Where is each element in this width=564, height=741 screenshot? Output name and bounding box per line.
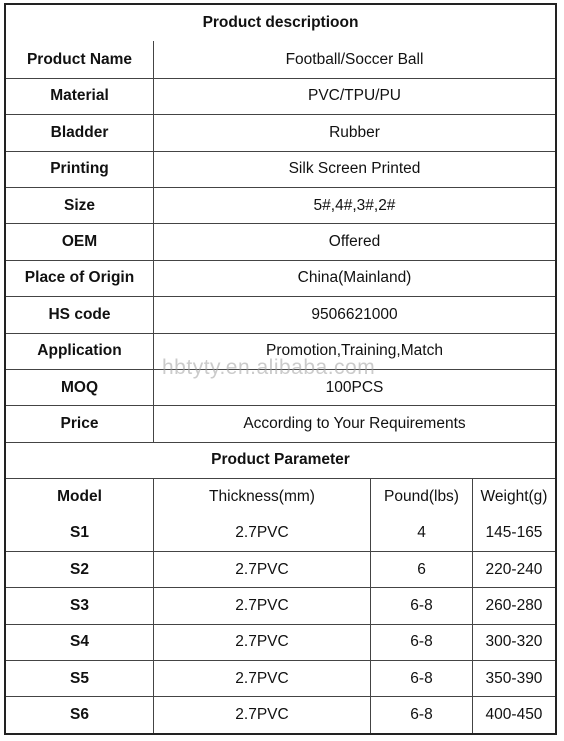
description-row [6, 41, 555, 77]
parameter-row [6, 624, 555, 660]
description-row [6, 260, 555, 296]
parameter-thickness-cell: 2.7PVC [153, 514, 370, 550]
parameter-row [6, 660, 555, 696]
parameter-weight-cell: 400-450 [472, 697, 555, 732]
parameter-model-cell: S3 [70, 596, 89, 614]
description-value: 100PCS [153, 370, 555, 405]
parameter-row [6, 587, 555, 623]
description-label: HS code [48, 305, 111, 323]
product-spec-table [4, 3, 557, 735]
parameter-thickness-cell: 2.7PVC [153, 661, 370, 696]
description-label: Place of Origin [24, 269, 135, 287]
description-value: Rubber [153, 115, 555, 150]
parameter-model-cell: S2 [70, 560, 89, 578]
parameter-thickness-cell: 2.7PVC [153, 625, 370, 660]
description-title-row [6, 5, 555, 41]
description-value: Silk Screen Printed [153, 152, 555, 187]
description-value: China(Mainland) [153, 261, 555, 296]
watermark: hbtyty.en.alibaba.com [162, 356, 376, 379]
description-row [6, 405, 555, 441]
header-thickness: Thickness(mm) [153, 479, 370, 514]
description-value: According to Your Requirements [153, 406, 555, 441]
parameter-header-row [6, 478, 555, 514]
description-row [6, 223, 555, 259]
parameter-thickness-cell: 2.7PVC [153, 588, 370, 623]
parameter-pound-cell: 6 [370, 552, 472, 587]
parameter-title: Product Parameter [211, 451, 350, 469]
description-label: Bladder [50, 123, 109, 141]
parameter-weight-cell: 260-280 [472, 588, 555, 623]
description-value: PVC/TPU/PU [153, 79, 555, 114]
description-label: OEM [61, 233, 98, 251]
parameter-weight-cell: 350-390 [472, 661, 555, 696]
parameter-weight-cell: 300-320 [472, 625, 555, 660]
description-row [6, 78, 555, 114]
description-label: Product Name [26, 50, 133, 68]
description-value: Offered [153, 224, 555, 259]
description-row [6, 151, 555, 187]
description-value: Promotion,Training,Match [153, 334, 555, 369]
parameter-pound-cell: 6-8 [370, 697, 472, 732]
description-label: MOQ [60, 378, 99, 396]
parameter-model-cell: S1 [70, 523, 89, 541]
description-row [6, 114, 555, 150]
parameter-model-cell: S4 [70, 633, 89, 651]
description-label: Price [60, 414, 99, 432]
parameter-title-row [6, 442, 555, 478]
description-title: Product descriptioon [202, 14, 359, 32]
parameter-model-cell: S6 [70, 706, 89, 724]
parameter-pound-cell: 6-8 [370, 661, 472, 696]
description-label: Material [50, 87, 109, 105]
description-row [6, 369, 555, 405]
parameter-pound-cell: 4 [370, 514, 472, 550]
parameter-pound-cell: 6-8 [370, 588, 472, 623]
parameter-thickness-cell: 2.7PVC [153, 552, 370, 587]
parameter-row [6, 696, 555, 732]
description-label: Application [37, 342, 122, 360]
header-pound: Pound(lbs) [370, 479, 472, 514]
description-row [6, 333, 555, 369]
parameter-thickness-cell: 2.7PVC [153, 697, 370, 732]
parameter-rows [6, 514, 555, 732]
parameter-row [6, 514, 555, 550]
header-model: Model [57, 487, 102, 505]
description-label: Printing [50, 160, 109, 178]
description-label: Size [63, 196, 95, 214]
parameter-pound-cell: 6-8 [370, 625, 472, 660]
parameter-weight-cell: 145-165 [472, 514, 555, 550]
description-row [6, 187, 555, 223]
description-value: Football/Soccer Ball [153, 41, 555, 77]
description-rows [6, 41, 555, 441]
header-weight: Weight(g) [472, 479, 555, 514]
description-value: 9506621000 [153, 297, 555, 332]
parameter-weight-cell: 220-240 [472, 552, 555, 587]
description-row [6, 296, 555, 332]
parameter-row [6, 551, 555, 587]
parameter-model-cell: S5 [70, 669, 89, 687]
description-value: 5#,4#,3#,2# [153, 188, 555, 223]
